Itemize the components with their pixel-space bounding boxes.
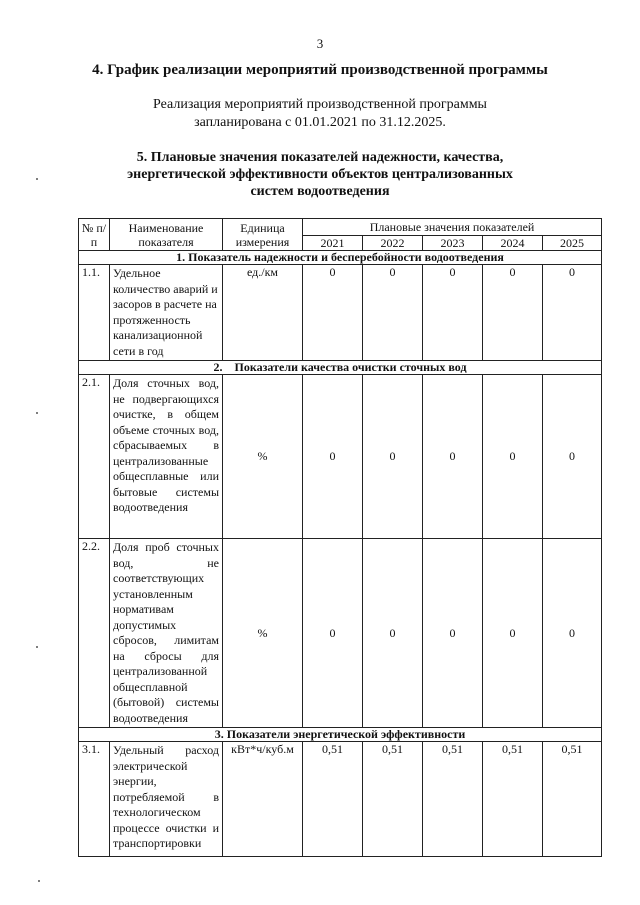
- row-num: 2.2.: [79, 539, 110, 728]
- row-value: 0,51: [363, 742, 423, 857]
- row-value: 0: [363, 375, 423, 539]
- row-value: 0,51: [303, 742, 363, 857]
- row-value: 0: [543, 539, 602, 728]
- table-header: [79, 219, 602, 251]
- row-value: 0: [543, 375, 602, 539]
- table-row: [79, 375, 602, 539]
- section-4-text: [0, 96, 640, 132]
- row-name: Доля проб сточных вод, не соответствующих установленным нормативам допустимых сбросов, лимитам на сбросы для централизованной общесплавной (бытовой) системы водоотведения: [110, 539, 223, 728]
- row-value: 0: [303, 265, 363, 361]
- row-num: 3.1.: [79, 742, 110, 857]
- scan-speck: [36, 178, 38, 180]
- header-num: № п/п: [79, 219, 110, 251]
- section-5-title-line-3: систем водоотведения: [250, 184, 390, 199]
- row-value: 0: [363, 539, 423, 728]
- table-row: [79, 742, 602, 857]
- group-title: 1. Показатель надежности и бесперебойности водоотведения: [79, 251, 602, 265]
- section-4-title: 4. График реализации мероприятий производственной программы: [92, 62, 548, 78]
- row-unit: кВт*ч/куб.м: [223, 742, 303, 857]
- table-row: [79, 539, 602, 728]
- group-title: 3. Показатели энергетической эффективности: [79, 728, 602, 742]
- scan-speck: [38, 880, 40, 882]
- row-value: 0: [543, 265, 602, 361]
- header-year: 2022: [363, 236, 423, 251]
- row-name: Удельное количество аварий и засоров в расчете на протяженность канализационной сети в год: [110, 265, 223, 361]
- page-number: 3: [316, 36, 324, 51]
- section-4-text-line-2: запланирована с 01.01.2021 по 31.12.2025.: [194, 115, 446, 130]
- group-title: 2. Показатели качества очистки сточных вод: [79, 361, 602, 375]
- group-row: [79, 728, 602, 742]
- section-5-title-line-1: 5. Плановые значения показателей надежности, качества,: [136, 150, 504, 165]
- row-value: 0: [363, 265, 423, 361]
- row-value: 0,51: [543, 742, 602, 857]
- indicators-table: [78, 218, 602, 857]
- row-value: 0: [483, 375, 543, 539]
- header-year: 2021: [303, 236, 363, 251]
- row-num: 1.1.: [79, 265, 110, 361]
- row-value: 0: [423, 539, 483, 728]
- header-name: Наименование показателя: [110, 219, 223, 251]
- header-year: 2025: [543, 236, 602, 251]
- header-year: 2024: [483, 236, 543, 251]
- group-row: [79, 251, 602, 265]
- header-year: 2023: [423, 236, 483, 251]
- row-name: Доля сточных вод, не подвергающихся очистке, в общем объеме сточных вод, сбрасываемых в централизованные общесплавные или бытовые системы водоотведения: [110, 375, 223, 539]
- row-unit: %: [223, 539, 303, 728]
- scan-speck: [36, 646, 38, 648]
- row-value: 0: [303, 539, 363, 728]
- row-value: 0: [303, 375, 363, 539]
- row-value: 0: [483, 539, 543, 728]
- row-value: 0: [423, 375, 483, 539]
- indicators-table-wrapper: [78, 218, 601, 857]
- row-unit: ед./км: [223, 265, 303, 361]
- row-name: Удельный расход электрической энергии, потребляемой в технологическом процессе очистки и транспортировки: [110, 742, 223, 857]
- row-unit: %: [223, 375, 303, 539]
- header-unit: Единица измерения: [223, 219, 303, 251]
- row-value: 0: [423, 265, 483, 361]
- table-row: [79, 265, 602, 361]
- row-num: 2.1.: [79, 375, 110, 539]
- row-value: 0: [483, 265, 543, 361]
- section-4-text-line-1: Реализация мероприятий производственной программы: [153, 97, 487, 112]
- header-planned-values: Плановые значения показателей: [303, 219, 602, 236]
- scan-speck: [36, 412, 38, 414]
- row-value: 0,51: [483, 742, 543, 857]
- row-value: 0,51: [423, 742, 483, 857]
- group-row: [79, 361, 602, 375]
- section-5-title: [0, 149, 640, 200]
- section-5-title-line-2: энергетической эффективности объектов централизованных: [127, 167, 513, 182]
